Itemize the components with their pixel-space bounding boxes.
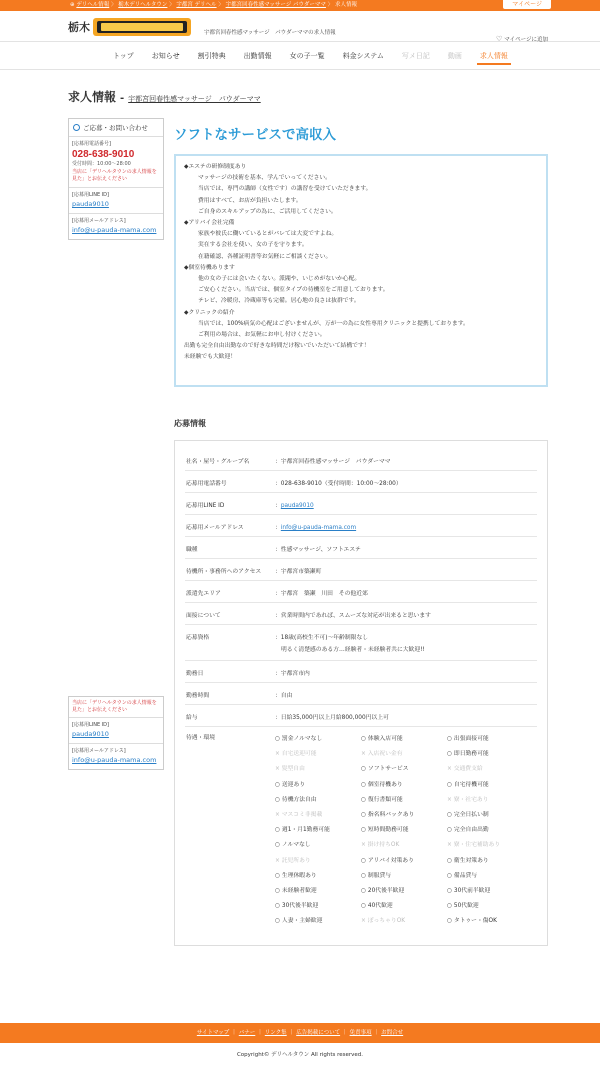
info-key: 勤務時間 xyxy=(186,693,210,699)
footer-link[interactable]: 免責事項 xyxy=(349,1030,372,1036)
site-header xyxy=(0,11,600,42)
intro-line: ご安心ください。当店では、個室タイプの待機室をご用意しております。 xyxy=(198,287,389,294)
line-id-link[interactable]: pauda9010 xyxy=(72,730,109,738)
footer-separator: ｜ xyxy=(231,1030,237,1036)
circle-mark-icon: ○ xyxy=(361,781,368,788)
circle-mark-icon: ○ xyxy=(447,811,454,818)
info-row xyxy=(185,581,537,603)
breadcrumb-item[interactable]: 栃木デリヘルタウン xyxy=(118,2,168,8)
env-item-label: 出張面接可能 xyxy=(453,736,489,742)
nav-item-video: 動画 xyxy=(447,52,462,60)
env-item xyxy=(275,854,361,869)
info-value-cell xyxy=(275,610,537,619)
env-item-label: 備品貸与 xyxy=(453,872,478,879)
info-value-cell xyxy=(275,456,537,465)
env-item-label: 自宅送迎可能 xyxy=(281,751,317,758)
env-item xyxy=(361,838,447,853)
env-item xyxy=(447,914,533,929)
cross-mark-icon: × xyxy=(447,842,454,849)
intro-line: ご利用の場合は、お気軽にお申し付けください。 xyxy=(198,332,326,339)
page-title xyxy=(68,88,261,105)
env-item xyxy=(275,838,361,853)
circle-mark-icon: ○ xyxy=(361,766,368,773)
cross-mark-icon: × xyxy=(447,796,454,803)
env-item xyxy=(275,823,361,838)
circle-mark-icon: ○ xyxy=(275,796,282,803)
env-item-label: 自宅待機可能 xyxy=(453,781,489,788)
line-label: [応募用LINE ID] xyxy=(72,722,109,728)
intro-line: 当店では、100%病気の心配はございませんが、万が一の為に女性専用クリニックと提携しております。 xyxy=(198,320,469,327)
env-item-label: 生理休暇あり xyxy=(281,872,317,879)
env-item-label: アリバイ対策あり xyxy=(367,857,414,864)
heart-icon: ♡ xyxy=(495,35,503,43)
nav-item-schedule[interactable]: 出勤情報 xyxy=(243,52,272,60)
cross-mark-icon: × xyxy=(361,918,368,925)
env-item-label: 指名料バックあり xyxy=(367,811,415,818)
intro-line: ◆個室待機あります xyxy=(184,264,235,271)
circle-mark-icon: ○ xyxy=(361,811,368,818)
info-value: ：宇都宮市内 xyxy=(275,671,310,677)
circle-icon xyxy=(73,124,80,131)
sidebar-heading xyxy=(69,119,163,137)
env-item xyxy=(447,732,533,747)
sidebar-line-section xyxy=(69,188,163,214)
nav-item-news[interactable]: お知らせ xyxy=(151,52,180,60)
site-footer xyxy=(0,1023,600,1043)
circle-mark-icon: ○ xyxy=(275,781,282,788)
cross-mark-icon: × xyxy=(275,811,282,818)
circle-mark-icon: ○ xyxy=(447,736,454,742)
intro-line: 他の女の子には会いたくない。派閥や、いじめがないか心配。 xyxy=(198,276,361,283)
env-item-label: 体験入店可能 xyxy=(367,736,403,742)
intro-line: マッサージの技術を基本、学んでいってください。 xyxy=(198,175,331,182)
cross-mark-icon: × xyxy=(447,766,454,773)
info-row xyxy=(185,537,537,559)
info-key: 応募資格 xyxy=(186,635,210,641)
info-row xyxy=(185,449,537,471)
application-info-table xyxy=(174,440,548,946)
env-item xyxy=(361,869,447,884)
footer-separator: ｜ xyxy=(373,1030,380,1036)
info-key: 応募用電話番号 xyxy=(186,481,227,487)
circle-mark-icon: ○ xyxy=(361,796,368,803)
env-item xyxy=(275,914,361,929)
phone-label: [応募用電話番号] xyxy=(72,141,111,147)
env-item xyxy=(447,823,533,838)
env-item-label: 40代歓迎 xyxy=(367,903,393,910)
env-item-label: 入店祝い金有 xyxy=(367,751,403,758)
env-item xyxy=(361,914,447,929)
env-item xyxy=(447,899,533,914)
info-key: 待機所・事務所へのアクセス xyxy=(186,569,262,575)
footer-link[interactable]: お問合せ xyxy=(381,1030,404,1036)
env-item-label: 制服貸与 xyxy=(367,872,392,879)
info-key: 給与 xyxy=(186,715,198,721)
circle-mark-icon: ○ xyxy=(361,903,368,910)
info-value-cell xyxy=(275,544,537,553)
info-colon: ： xyxy=(275,525,281,531)
env-item-label: 交通費支給 xyxy=(453,766,483,773)
env-item xyxy=(447,808,533,823)
info-value-link[interactable]: info@u-pauda-mama.com xyxy=(280,525,357,531)
info-row xyxy=(185,493,537,515)
env-item xyxy=(275,869,361,884)
env-item-label: ぽっちゃりOK xyxy=(367,918,406,925)
sidebar-note: 当店に「デリヘルタウンの求人情報を見た」とお伝えください xyxy=(72,169,157,182)
env-item-label: 50代歓迎 xyxy=(453,903,479,910)
env-item-label: ソフトサービス xyxy=(367,766,409,773)
info-value-cell xyxy=(275,500,537,509)
circle-mark-icon: ○ xyxy=(275,736,282,742)
cross-mark-icon: × xyxy=(361,842,368,849)
favorite-label: マイページに追加 xyxy=(504,37,548,43)
footer-separator: ｜ xyxy=(257,1030,263,1036)
info-value: ：営業時間内であれば、スムーズな対応が出来ると思います xyxy=(275,613,431,619)
env-item-label: 罰金ノルマなし xyxy=(281,736,323,742)
sidebar-mail-section xyxy=(69,744,163,769)
info-value-extra: 明るく清楚感のある方…経験者・未経験者共に大歓迎!! xyxy=(281,647,425,653)
application-section-title: 応募情報 xyxy=(174,419,206,428)
info-key: 応募用メールアドレス xyxy=(186,525,244,531)
info-key: 面接について xyxy=(186,613,221,619)
info-key: 派遣先エリア xyxy=(186,591,221,597)
mail-label: [応募用メールアドレス] xyxy=(72,218,126,225)
mail-link[interactable]: info@u-pauda-mama.com xyxy=(72,756,157,765)
recruit-intro-box xyxy=(174,154,548,387)
nav-item-discount[interactable]: 割引特典 xyxy=(197,52,226,60)
env-item-label: マスコミ非掲載 xyxy=(281,811,323,818)
env-item-label: 即日勤務可能 xyxy=(453,751,489,758)
info-value: ：028-638-9010（受付時間：10:00〜28:00） xyxy=(275,481,402,487)
circle-mark-icon: ○ xyxy=(447,903,454,910)
sidebar-phone-section xyxy=(69,137,163,188)
footer-separator: ｜ xyxy=(342,1030,348,1036)
env-item-label: 復行書類可能 xyxy=(367,796,403,803)
env-item xyxy=(361,808,447,823)
cross-mark-icon: × xyxy=(275,857,282,864)
info-value: ：日給35,000円以上月給800,000円以上可 xyxy=(275,715,389,721)
info-value-cell xyxy=(275,632,537,653)
info-value-link[interactable]: pauda9010 xyxy=(280,503,314,509)
env-item xyxy=(275,793,361,808)
env-item xyxy=(447,747,533,762)
breadcrumb-item[interactable]: 宇都宮回春性感マッサージ パウダーママ xyxy=(225,2,326,8)
env-grid xyxy=(275,732,537,929)
page-heading: 求人情報 xyxy=(68,90,117,104)
env-item xyxy=(361,732,447,747)
cross-mark-icon: × xyxy=(275,766,282,773)
circle-mark-icon: ○ xyxy=(361,887,368,894)
env-item-label: 短時間勤務可能 xyxy=(367,827,409,834)
info-row xyxy=(185,603,537,625)
circle-mark-icon: ○ xyxy=(447,751,454,758)
env-item-label: 待機方法自由 xyxy=(281,796,317,803)
info-value: ：自由 xyxy=(275,693,293,699)
circle-mark-icon: ○ xyxy=(447,857,454,864)
env-item-label: 未経験者歓迎 xyxy=(281,887,317,894)
env-item-label: 30代前半歓迎 xyxy=(453,887,491,894)
info-row xyxy=(185,661,537,683)
info-key: 職種 xyxy=(186,547,198,553)
info-row xyxy=(185,515,537,537)
circle-mark-icon: ○ xyxy=(361,872,368,879)
footer-link[interactable]: リンク集 xyxy=(264,1030,287,1036)
nav-item-top[interactable]: トップ xyxy=(113,52,134,60)
mail-label: [応募用メールアドレス] xyxy=(72,748,126,755)
env-item xyxy=(361,884,447,899)
env-item xyxy=(275,778,361,793)
breadcrumb-item[interactable]: 宇都宮 デリヘル xyxy=(176,2,217,8)
intro-line: テレビ、冷暖房、冷蔵庫等も完備。居心地の良さは抜群です。 xyxy=(198,298,360,305)
info-row xyxy=(185,625,537,661)
circle-mark-icon: ○ xyxy=(275,918,282,925)
intro-line: ◆アリバイ会社完備 xyxy=(184,220,235,227)
copyright: Copyright© デリヘルタウン All rights reserved. xyxy=(236,1052,364,1058)
env-item xyxy=(275,884,361,899)
info-value-cell xyxy=(275,712,537,721)
mail-link[interactable]: info@u-pauda-mama.com xyxy=(72,226,157,235)
info-row xyxy=(185,471,537,493)
env-item xyxy=(361,747,447,762)
intro-line: 未経験でも大歓迎！ xyxy=(184,354,237,361)
mypage-button[interactable]: マイページ xyxy=(502,0,552,10)
env-item xyxy=(447,884,533,899)
nav-item-diary: 写メ日記 xyxy=(401,52,430,60)
contact-sidebar xyxy=(68,118,164,240)
footer-link[interactable]: バナー xyxy=(238,1030,256,1036)
circle-mark-icon: ○ xyxy=(275,827,282,834)
info-value: ：宇都宮 築瀬 川田 その他近郊 xyxy=(275,591,368,597)
env-item-label: 個室待機あり xyxy=(367,781,403,788)
info-value-cell xyxy=(275,588,537,597)
env-item-label: 寮・住宅補助あり xyxy=(453,842,501,849)
nav-item-recruit[interactable]: 求人情報 xyxy=(471,42,517,69)
intro-line: 在籍確認、各種証明書等お気軽にご相談ください。 xyxy=(198,253,332,260)
env-item-label: 週1・月1勤務可能 xyxy=(281,827,330,834)
intro-line: 出勤も完全自由出勤なので好きな時間だけ稼いでいただいて結構です！ xyxy=(184,343,370,350)
info-row xyxy=(185,705,537,727)
circle-mark-icon: ○ xyxy=(275,842,282,849)
env-label: 待遇・環境 xyxy=(186,735,215,741)
breadcrumb-item[interactable]: デリヘル情報 xyxy=(76,2,110,8)
info-value-cell xyxy=(275,690,537,699)
intro-line: 当店では、専門の講師（女性です）の講習を受けていただきます。 xyxy=(198,186,372,193)
env-item-label: 掛け持ちOK xyxy=(367,842,400,849)
breadcrumb: ⊕ デリヘル情報 〉 栃木デリヘルタウン 〉 宇都宮 デリヘル 〉 宇都宮回春性感マッサージ パウダーママ 〉 求人情報 マイページ xyxy=(0,0,600,11)
info-value: ：性感マッサージ、ソフトエステ xyxy=(275,547,361,553)
env-item xyxy=(361,899,447,914)
sidebar-line-section xyxy=(69,718,163,744)
circle-mark-icon: ○ xyxy=(447,918,454,925)
env-item xyxy=(361,793,447,808)
env-item-label: 完全日払い制 xyxy=(453,811,489,818)
info-row xyxy=(185,559,537,581)
circle-mark-icon: ○ xyxy=(275,887,282,894)
circle-mark-icon: ○ xyxy=(361,736,368,742)
env-item-label: 髪型自由 xyxy=(281,766,305,773)
logo-prefecture: 栃木 xyxy=(68,22,90,34)
env-item-label: 完全自由出勤 xyxy=(453,827,489,834)
env-item xyxy=(447,854,533,869)
cross-mark-icon: × xyxy=(361,751,368,758)
info-value-cell xyxy=(275,566,537,575)
intro-line: ご自身のスキルアップの為に、ご活用してください。 xyxy=(198,208,337,215)
circle-mark-icon: ○ xyxy=(447,827,454,834)
env-item xyxy=(275,808,361,823)
info-value: ：18歳(高校生不可)〜年齢制限なし xyxy=(275,635,369,641)
env-item xyxy=(447,762,533,777)
contact-sidebar-sticky xyxy=(68,696,164,770)
env-item xyxy=(447,778,533,793)
env-item xyxy=(361,778,447,793)
info-row xyxy=(185,683,537,705)
env-item xyxy=(447,793,533,808)
recruit-headline: ソフトなサービスで高収入 xyxy=(174,127,336,143)
phone-number[interactable]: 028-638-9010 xyxy=(72,149,135,160)
env-item-label: 送迎あり xyxy=(281,781,306,788)
main-content xyxy=(174,118,548,925)
shop-link[interactable]: 宇都宮回春性感マッサージ パウダーママ xyxy=(128,95,261,103)
env-item xyxy=(361,823,447,838)
env-item-label: 20代後半歓迎 xyxy=(367,887,405,894)
line-id-link[interactable]: pauda9010 xyxy=(72,200,109,208)
site-logo[interactable] xyxy=(68,18,191,36)
env-row xyxy=(185,727,537,929)
sidebar-note: 当店に「デリヘルタウンの求人情報を見た」とお伝えください xyxy=(69,697,163,718)
circle-mark-icon: ○ xyxy=(275,903,282,910)
circle-mark-icon: ○ xyxy=(447,887,454,894)
sidebar-heading-text: ご応募・お問い合わせ xyxy=(83,124,148,132)
intro-line: 実在する会社を使い、女の子を守ります。 xyxy=(198,242,308,249)
header-subtitle: 宇都宮回春性感マッサージ パウダーママの求人情報 xyxy=(204,30,336,36)
circle-mark-icon: ○ xyxy=(447,781,454,788)
env-item xyxy=(275,899,361,914)
main-nav xyxy=(0,42,600,70)
env-item xyxy=(447,869,533,884)
env-item xyxy=(361,762,447,777)
footer-link[interactable]: サイトマップ xyxy=(196,1030,230,1036)
env-item xyxy=(275,762,361,777)
info-colon: ： xyxy=(275,503,281,509)
circle-mark-icon: ○ xyxy=(447,872,454,879)
info-key: 応募用LINE ID xyxy=(186,503,225,509)
home-icon: ⊕ xyxy=(70,2,77,8)
env-item xyxy=(361,854,447,869)
line-label: [応募用LINE ID] xyxy=(72,192,109,198)
nav-item-price[interactable]: 料金システム xyxy=(342,52,384,60)
phone-hours: 受付時間：10:00〜28:00 xyxy=(72,161,131,167)
circle-mark-icon: ○ xyxy=(275,872,282,879)
nav-item-girls[interactable]: 女の子一覧 xyxy=(289,52,325,60)
info-key: 社名・屋号・グループ名 xyxy=(186,459,250,465)
env-item-label: 託児所あり xyxy=(281,857,311,864)
info-value: ：宇都宮回春性感マッサージ パウダーママ xyxy=(275,459,391,465)
intro-line: 費用はすべて、お店が負担いたします。 xyxy=(198,197,302,204)
env-item-label: 寮・社宅あり xyxy=(453,796,489,803)
footer-separator: ｜ xyxy=(288,1030,295,1036)
env-item xyxy=(275,747,361,762)
info-value-cell xyxy=(275,478,537,487)
footer-link[interactable]: 広告掲載について xyxy=(296,1030,341,1036)
env-item-label: 人妻・主婦歓迎 xyxy=(281,918,323,925)
info-value-cell xyxy=(275,668,537,677)
intro-line: ◆エステの研修制度あり xyxy=(184,164,247,170)
sidebar-mail-section xyxy=(69,214,163,239)
env-item-label: タトゥー・傷OK xyxy=(453,918,497,925)
circle-mark-icon: ○ xyxy=(361,857,368,864)
info-value: ：宇都宮市築瀬町 xyxy=(275,569,322,575)
circle-mark-icon: ○ xyxy=(361,827,368,834)
info-key: 勤務日 xyxy=(186,671,204,677)
info-value-cell xyxy=(275,522,537,531)
breadcrumb-current: 求人情報 xyxy=(334,2,357,8)
env-item xyxy=(447,838,533,853)
intro-line: 家族や彼氏に働いているとがバレては大変ですよね。 xyxy=(198,231,338,238)
intro-line: ◆クリニックの紹介 xyxy=(184,309,235,316)
env-item-label: ノルマなし xyxy=(281,842,311,849)
env-item-label: 衛生対策あり xyxy=(453,857,489,864)
cross-mark-icon: × xyxy=(275,751,282,758)
logo-image xyxy=(93,18,191,36)
title-separator: - xyxy=(120,93,125,104)
env-item xyxy=(275,732,361,747)
env-item-label: 30代後半歓迎 xyxy=(281,903,319,910)
